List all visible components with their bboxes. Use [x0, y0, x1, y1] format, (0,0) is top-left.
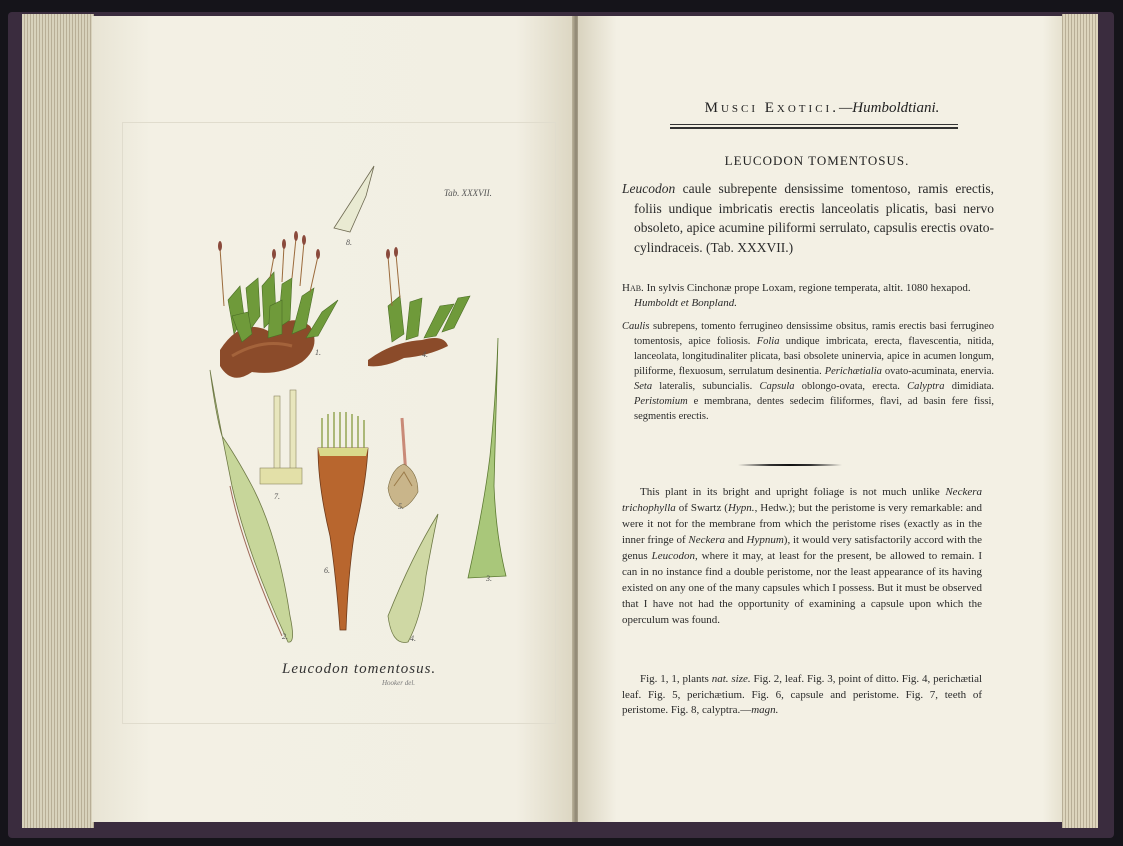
- fig-number-4: 4.: [410, 634, 416, 643]
- fig5-perichaetium: [388, 418, 418, 508]
- right-page-edges: [1062, 14, 1098, 828]
- header-rule-thin: [670, 124, 958, 125]
- header-rule-thick: [670, 127, 958, 129]
- right-page-text: [578, 16, 1062, 822]
- section-divider: [738, 464, 842, 466]
- fig8-calyptra: [334, 166, 374, 232]
- fig-number-3: 3.: [486, 574, 492, 583]
- fig6-capsule: [318, 412, 368, 630]
- fig-number-1a: 1.: [315, 348, 321, 357]
- species-diagnosis: Leucodon caule subrepente densissime tomentoso, ramis erectis, foliis undique imbricatis erectis lanceolatis plicatis, basi nervo obsoleto, apice acumine piliformi serrulato, capsulis erectis ovato-cylindraceis. (Tab. XXXVII.): [622, 181, 994, 255]
- figure-explanation: Fig. 1, 1, plants nat. size. Fig. 2, leaf. Fig. 3, point of ditto. Fig. 4, perichætial leaf. Fig. 5, perichætium. Fig. 6, capsule and peristome. Fig. 7, teeth of peristome. Fig. 8, calyptra.—magn.: [622, 673, 983, 716]
- species-title: LEUCODON TOMENTOSUS.: [724, 153, 910, 168]
- left-page-plate: [92, 16, 574, 822]
- fig4-perichaetial-leaf: [388, 514, 438, 642]
- fig-number-8: 8.: [346, 238, 352, 247]
- fig-number-5: 5.: [398, 502, 404, 511]
- description-paragraph: Caulis subrepens, tomento ferrugineo densissime obsitus, ramis erectis basi ferrugineo tomentosis, apice foliosis. Folia undique imbricata, erecta, flavescentia, nitida, lanceolata, longitudinaliter plicata, basi obsolete uninervia, apice in acumen longum, piliforme, flexuosum, serrulatum desinentia. Perichætialia ovato-acuminata, enervia. Seta lateralis, subuncialis. Capsula oblongo-ovata, erecta. Calyptra dimidiata. Peristomium e membrana, dentes sedecim filiformes, flavi, ad basin fere fissi, segmentis erectis.: [622, 321, 994, 422]
- fig1-plant-right: [368, 247, 470, 366]
- engraver-signature: Hooker del.: [382, 679, 416, 687]
- fig7-peristome-teeth: [260, 390, 302, 484]
- habitat-paragraph: Hab. In sylvis Cinchonæ prope Loxam, regione temperata, altit. 1080 hexapod. Humboldt et Bonpland.: [622, 282, 971, 309]
- remarks-paragraph: This plant in its bright and upright foliage is not much unlike Neckera trichophylla of Swartz (Hypn., Hedw.); but the peristome is very remarkable: and were it not for the membrane from which the peristome rises (exactly as in the inner fringe of Neckera and Hypnum), it would very satisfactorily accord with the genus Leucodon, where it may, at least for the present, be allowed to remain. I can in no instance find a double peristome, nor the least appearance of its having existed on any one of the many capsules which I possess. But it must be observed that I have not had the opportunity of examining a capsule upon which the operculum was found.: [622, 486, 983, 626]
- fig-number-2: 2.: [282, 632, 288, 641]
- fig3-leaf-point: [468, 338, 506, 578]
- running-head: Musci Exotici.—Humboldtiani.: [704, 100, 940, 116]
- plate-caption: Leucodon tomentosus.: [282, 661, 437, 677]
- plate-tab-label: Tab. XXXVII.: [444, 188, 492, 198]
- left-page-edges: [22, 14, 94, 828]
- moss-illustration: [92, 16, 574, 822]
- fig-number-6: 6.: [324, 566, 330, 575]
- fig-number-1b: 4.: [422, 350, 428, 359]
- fig-number-7: 7.: [274, 492, 280, 501]
